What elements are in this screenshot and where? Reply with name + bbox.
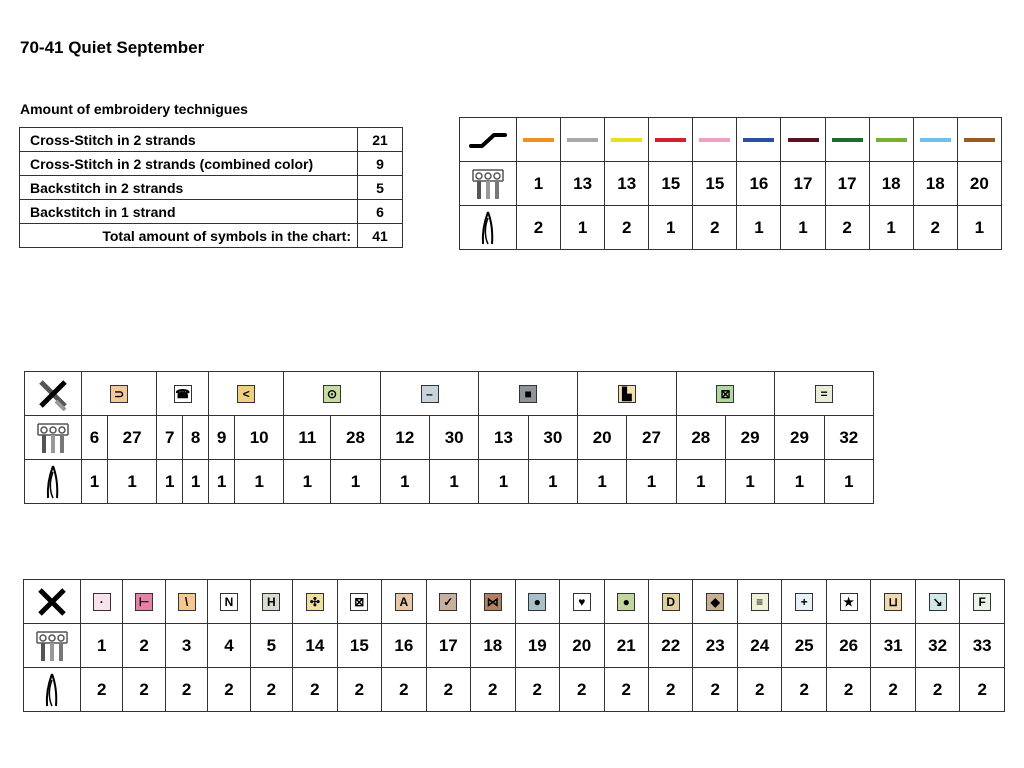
thread-number-cell: 30	[430, 416, 479, 460]
strand-count-cell: 2	[648, 668, 692, 712]
thread-number-cell: 22	[648, 624, 692, 668]
strand-count-cell: 2	[81, 668, 123, 712]
strand-count-cell: 1	[107, 460, 156, 504]
stitch-symbol: H	[262, 593, 280, 611]
summary-label: Backstitch in 1 strand	[20, 200, 358, 224]
summary-value: 21	[358, 128, 403, 152]
thread-number-cell: 27	[627, 416, 676, 460]
cross-symbol-cell	[81, 580, 123, 624]
stitch-symbol: A	[395, 593, 413, 611]
stitch-symbol: ☎	[175, 387, 191, 402]
summary-label: Backstitch in 2 strands	[20, 176, 358, 200]
stitch-symbol: ◆	[706, 593, 724, 611]
thread-number-cell: 20	[560, 624, 604, 668]
cross-symbol-cell	[293, 580, 337, 624]
thread-number-cell: 32	[824, 416, 873, 460]
strand-count-cell: 1	[824, 460, 873, 504]
thread-number-cell: 9	[209, 416, 235, 460]
backstitch-color-line	[523, 138, 554, 142]
needle-icon	[25, 460, 82, 504]
stitch-symbol: =	[815, 385, 833, 403]
summary-total-value: 41	[358, 224, 403, 248]
combined-color-table	[24, 371, 874, 504]
thread-number-cell: 26	[826, 624, 870, 668]
backstitch-symbol-cell	[693, 118, 737, 162]
thread-number-cell: 25	[782, 624, 826, 668]
strand-count-cell: 1	[209, 460, 235, 504]
thread-number-cell: 21	[604, 624, 648, 668]
summary-value: 9	[358, 152, 403, 176]
strand-count-cell: 1	[284, 460, 331, 504]
stitch-symbol: ●	[617, 593, 635, 611]
cross-symbol-cell	[382, 580, 426, 624]
combined-symbol-cell	[209, 372, 284, 416]
thread-number-cell: 5	[250, 624, 292, 668]
strand-count-cell: 2	[471, 668, 515, 712]
thread-number-cell: 8	[183, 416, 209, 460]
summary-row	[20, 152, 403, 176]
thread-number-cell: 18	[869, 162, 913, 206]
strand-count-cell: 1	[528, 460, 577, 504]
thread-number-cell: 16	[382, 624, 426, 668]
strand-count-cell: 2	[560, 668, 604, 712]
strand-count-cell: 2	[293, 668, 337, 712]
backstitch-color-line	[920, 138, 951, 142]
cross-symbol-cell	[960, 580, 1005, 624]
strand-count-cell: 1	[676, 460, 725, 504]
floss-skein-icon	[24, 624, 81, 668]
thread-number-cell: 13	[561, 162, 605, 206]
backstitch-color-line	[567, 138, 598, 142]
strand-count-cell: 2	[250, 668, 292, 712]
thread-number-cell: 17	[426, 624, 470, 668]
thread-number-cell: 28	[331, 416, 380, 460]
cross-symbol-cell	[208, 580, 250, 624]
strand-count-cell: 1	[577, 460, 626, 504]
stitch-symbol: ⊔	[884, 593, 902, 611]
backstitch-table	[459, 117, 1002, 250]
thread-number-cell: 14	[293, 624, 337, 668]
stitch-symbol: ▙	[618, 385, 636, 403]
summary-value: 6	[358, 200, 403, 224]
thread-number-cell: 29	[775, 416, 824, 460]
backstitch-color-line	[832, 138, 863, 142]
floss-skein-icon	[460, 162, 517, 206]
combined-symbol-cell	[284, 372, 380, 416]
cross-stitch-icon	[24, 580, 81, 624]
thread-number-cell: 2	[123, 624, 165, 668]
strand-count-cell: 2	[915, 668, 959, 712]
thread-number-cell: 28	[676, 416, 725, 460]
cross-symbol-cell	[337, 580, 381, 624]
stitch-symbol: ★	[840, 593, 858, 611]
strand-count-cell: 2	[517, 206, 561, 250]
page-title: 70-41 Quiet September	[20, 38, 205, 57]
strand-count-cell: 1	[157, 460, 183, 504]
stitch-symbol: ⊠	[716, 385, 734, 403]
thread-number-cell: 19	[515, 624, 559, 668]
thread-number-cell: 31	[871, 624, 915, 668]
thread-number-cell: 24	[737, 624, 781, 668]
backstitch-color-line	[611, 138, 642, 142]
thread-number-cell: 10	[235, 416, 284, 460]
stitch-symbol: N	[220, 593, 238, 611]
strand-count-cell: 2	[337, 668, 381, 712]
thread-number-cell: 4	[208, 624, 250, 668]
backstitch-color-line	[876, 138, 907, 142]
thread-number-cell: 32	[915, 624, 959, 668]
strand-count-cell: 1	[957, 206, 1001, 250]
section-subtitle: Amount of embroidery technigues	[20, 101, 248, 117]
stitch-symbol: ●	[528, 593, 546, 611]
strand-count-cell: 1	[561, 206, 605, 250]
thread-number-cell: 20	[957, 162, 1001, 206]
needle-icon	[460, 206, 517, 250]
stitch-symbol: +	[795, 593, 813, 611]
stitch-symbol: ♥	[573, 593, 591, 611]
strand-count-cell: 1	[331, 460, 380, 504]
stitch-symbol: ↘	[929, 593, 947, 611]
strand-count-cell: 1	[781, 206, 825, 250]
backstitch-color-line	[788, 138, 819, 142]
stitch-symbol: ✣	[306, 593, 324, 611]
cross-symbol-cell	[471, 580, 515, 624]
strand-count-cell: 2	[960, 668, 1005, 712]
strand-count-cell: 1	[380, 460, 429, 504]
cross-symbol-cell	[826, 580, 870, 624]
thread-number-cell: 15	[337, 624, 381, 668]
backstitch-symbol-cell	[957, 118, 1001, 162]
stitch-symbol: ✓	[439, 593, 457, 611]
summary-label: Cross-Stitch in 2 strands	[20, 128, 358, 152]
stitch-symbol: ⊢	[135, 593, 153, 611]
thread-number-cell: 12	[380, 416, 429, 460]
backstitch-symbol-cell	[605, 118, 649, 162]
summary-label: Cross-Stitch in 2 strands (combined color)	[20, 152, 358, 176]
thread-number-cell: 7	[157, 416, 183, 460]
summary-row	[20, 200, 403, 224]
combined-symbol-cell	[82, 372, 157, 416]
stitch-symbol: \	[178, 593, 196, 611]
strand-count-cell: 1	[235, 460, 284, 504]
thread-number-cell: 18	[471, 624, 515, 668]
strand-count-cell: 2	[826, 668, 870, 712]
backstitch-symbol-cell	[781, 118, 825, 162]
strand-count-cell: 2	[782, 668, 826, 712]
combined-symbol-cell	[676, 372, 775, 416]
thread-number-cell: 16	[737, 162, 781, 206]
floss-skein-icon	[25, 416, 82, 460]
backstitch-color-line	[743, 138, 774, 142]
cross-symbol-cell	[915, 580, 959, 624]
strand-count-cell: 2	[737, 668, 781, 712]
backstitch-symbol-cell	[561, 118, 605, 162]
strand-count-cell: 1	[725, 460, 774, 504]
thread-number-cell: 18	[913, 162, 957, 206]
backstitch-symbol-cell	[517, 118, 561, 162]
backstitch-symbol-cell	[869, 118, 913, 162]
cross-stitch-icon	[25, 372, 82, 416]
summary-value: 5	[358, 176, 403, 200]
cross-symbol-cell	[123, 580, 165, 624]
strand-count-cell: 1	[775, 460, 824, 504]
strand-count-cell: 2	[123, 668, 165, 712]
summary-row	[20, 128, 403, 152]
summary-total-label: Total amount of symbols in the chart:	[20, 224, 358, 248]
thread-number-cell: 1	[81, 624, 123, 668]
cross-symbol-cell	[871, 580, 915, 624]
cross-symbol-cell	[648, 580, 692, 624]
thread-number-cell: 13	[605, 162, 649, 206]
stitch-symbol: ⋈	[484, 593, 502, 611]
strand-count-cell: 1	[183, 460, 209, 504]
cross-symbol-cell	[165, 580, 207, 624]
thread-number-cell: 20	[577, 416, 626, 460]
strand-count-cell: 1	[649, 206, 693, 250]
stitch-symbol: <	[237, 385, 255, 403]
backstitch-color-line	[699, 138, 730, 142]
thread-number-cell: 15	[649, 162, 693, 206]
cross-symbol-cell	[560, 580, 604, 624]
summary-total-row	[20, 224, 403, 248]
strand-count-cell: 2	[605, 206, 649, 250]
summary-row	[20, 176, 403, 200]
stitch-symbol: D	[662, 593, 680, 611]
thread-number-cell: 13	[479, 416, 528, 460]
backstitch-icon	[460, 118, 517, 162]
cross-symbol-cell	[737, 580, 781, 624]
backstitch-symbol-cell	[825, 118, 869, 162]
combined-symbol-cell	[157, 372, 209, 416]
cross-symbol-cell	[250, 580, 292, 624]
thread-number-cell: 17	[781, 162, 825, 206]
strand-count-cell: 2	[382, 668, 426, 712]
strand-count-cell: 2	[693, 206, 737, 250]
combined-symbol-cell	[577, 372, 676, 416]
stitch-symbol: F	[973, 593, 991, 611]
stitch-symbol: ≡	[751, 593, 769, 611]
strand-count-cell: 2	[604, 668, 648, 712]
cross-symbol-cell	[426, 580, 470, 624]
cross-symbol-cell	[515, 580, 559, 624]
cross-stitch-table	[23, 579, 1005, 712]
thread-number-cell: 30	[528, 416, 577, 460]
thread-number-cell: 17	[825, 162, 869, 206]
stitch-symbol: ⊠	[350, 593, 368, 611]
strand-count-cell: 2	[913, 206, 957, 250]
needle-icon	[24, 668, 81, 712]
strand-count-cell: 1	[479, 460, 528, 504]
thread-number-cell: 11	[284, 416, 331, 460]
combined-symbol-cell	[775, 372, 874, 416]
cross-symbol-cell	[604, 580, 648, 624]
backstitch-symbol-cell	[737, 118, 781, 162]
strand-count-cell: 2	[515, 668, 559, 712]
thread-number-cell: 27	[107, 416, 156, 460]
strand-count-cell: 2	[426, 668, 470, 712]
combined-symbol-cell	[479, 372, 578, 416]
stitch-symbol: ⊃	[110, 385, 128, 403]
thread-number-cell: 3	[165, 624, 207, 668]
combined-symbol-cell	[380, 372, 479, 416]
strand-count-cell: 1	[869, 206, 913, 250]
strand-count-cell: 1	[82, 460, 108, 504]
backstitch-color-line	[964, 138, 995, 142]
thread-number-cell: 23	[693, 624, 737, 668]
strand-count-cell: 1	[430, 460, 479, 504]
backstitch-color-line	[655, 138, 686, 142]
strand-count-cell: 2	[825, 206, 869, 250]
summary-table	[19, 127, 403, 248]
strand-count-cell: 1	[627, 460, 676, 504]
backstitch-symbol-cell	[649, 118, 693, 162]
stitch-symbol: –	[421, 385, 439, 403]
thread-number-cell: 29	[725, 416, 774, 460]
strand-count-cell: 2	[208, 668, 250, 712]
thread-number-cell: 6	[82, 416, 108, 460]
cross-symbol-cell	[693, 580, 737, 624]
stitch-symbol: ⊙	[323, 385, 341, 403]
stitch-symbol: ■	[519, 385, 537, 403]
thread-number-cell: 1	[517, 162, 561, 206]
cross-symbol-cell	[782, 580, 826, 624]
backstitch-symbol-cell	[913, 118, 957, 162]
strand-count-cell: 2	[165, 668, 207, 712]
strand-count-cell: 2	[693, 668, 737, 712]
strand-count-cell: 1	[737, 206, 781, 250]
stitch-symbol: ·	[93, 593, 111, 611]
thread-number-cell: 33	[960, 624, 1005, 668]
strand-count-cell: 2	[871, 668, 915, 712]
thread-number-cell: 15	[693, 162, 737, 206]
